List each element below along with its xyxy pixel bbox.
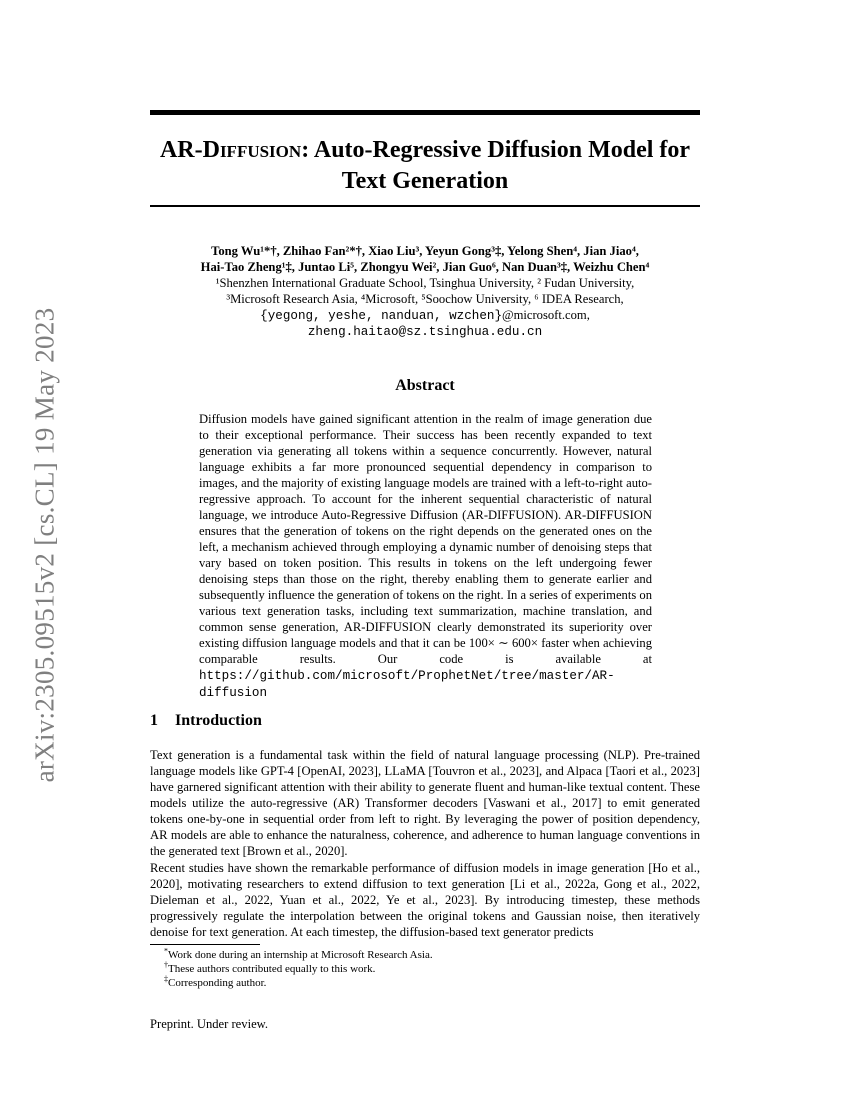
arxiv-stamp: arXiv:2305.09515v2 [cs.CL] 19 May 2023: [29, 307, 60, 783]
abstract-body: Diffusion models have gained significant attention in the realm of image generation due to their exceptional performance. Their success has been recently expanded to text generation via generating all tokens within a sequence concurrently. However, natural language exhibits a far more pronounced sequential dependency in comparison to images, and the majority of existing language models are trained with a left-to-right auto-regressive approach. To account for the inherent sequential characteristic of natural language, we introduce Auto-Regressive Diffusion (AR-DIFFUSION). AR-DIFFUSION ensures that the generation of tokens on the right depends on the generated ones on the left, a mechanism achieved through employing a dynamic number of denoising steps that vary based on token position. This results in tokens on the left undergoing fewer denoising steps than those on the right, thereby enabling them to generate earlier and subsequently influence the generation of tokens on the right. In a series of experiments on various text generation tasks, including text summarization, machine translation, and common sense generation, AR-DIFFUSION clearly demonstrated its superiority over existing diffusion language models and that it can be 100× ∼ 600× faster when achieving comparable results. Our code is available at https://github.com/microsoft/ProphetNet/tree/master/AR-diffusion: [199, 412, 652, 700]
intro-paragraph-2: Recent studies have shown the remarkable performance of diffusion models in image generation [Ho et al., 2020], motivating researchers to extend diffusion to text generation [Li et al., 2022a, Gong et al., 2022, Dieleman et al., 2022, Yuan et al., 2022, Ye et al., 2023]. By introducing timestep, these methods progressively regulate the interpolation between the original tokens and Gaussian noise, then iteratively denoise for text generation. At each timestep, the diffusion-based text generator predicts: [150, 861, 700, 939]
author-block: [150, 243, 700, 340]
affiliation-line-1: ¹Shenzhen International Graduate School, Tsinghua University, ² Fudan University,: [215, 276, 635, 290]
footnote-1: *Work done during an internship at Microsoft Research Asia.: [164, 946, 433, 961]
footnotes: [150, 948, 700, 990]
author-line-2: Hai-Tao Zheng¹‡, Juntao Li⁵, Zhongyu Wei², Jian Guo⁶, Nan Duan³‡, Weizhu Chen⁴: [200, 260, 650, 274]
footnote-2: †These authors contributed equally to this work.: [164, 960, 376, 975]
title-bottom-rule: [150, 205, 700, 207]
intro-paragraph-1: Text generation is a fundamental task within the field of natural language processing (NLP). Pre-trained language models like GPT-4 [OpenAI, 2023], LLaMA [Touvron et al., 2023], and Alpaca [Taori et al., 2023] have garnered significant attention with their ability to generate fluent and human-like textual content. These models utilize the auto-regressive (AR) Transformer decoders [Vaswani et al., 2017] to emit generated tokens one-by-one in sequential order from left to right. By leveraging the power of position dependency, AR models are able to enhance the naturalness, coherence, and adherence to human language conventions in the generated text [Brown et al., 2020].: [150, 748, 700, 858]
paper-title: AR-Diffusion: Auto-Regressive Diffusion Model for Text Generation: [159, 137, 691, 194]
affiliation-line-2: ³Microsoft Research Asia, ⁴Microsoft, ⁵Soochow University, ⁶ IDEA Research,: [226, 292, 624, 306]
code-url[interactable]: https://github.com/microsoft/ProphetNet/tree/master/AR-diffusion: [199, 669, 615, 700]
preprint-note: Preprint. Under review.: [150, 1017, 269, 1031]
footnote-rule: [150, 944, 260, 945]
title-top-rule: [150, 110, 700, 115]
email-line-2: zheng.haitao@sz.tsinghua.edu.cn: [307, 325, 543, 339]
email-line-1: {yegong, yeshe, nanduan, wzchen}@microsoft.com,: [260, 308, 590, 323]
footnote-3: ‡Corresponding author.: [164, 974, 267, 989]
section-heading-introduction: 1 Introduction: [150, 712, 262, 729]
author-line-1: Tong Wu¹*†, Zhihao Fan²*†, Xiao Liu³, Yeyun Gong³‡, Yelong Shen⁴, Jian Jiao⁴,: [211, 244, 639, 258]
abstract-heading: Abstract: [395, 377, 455, 394]
